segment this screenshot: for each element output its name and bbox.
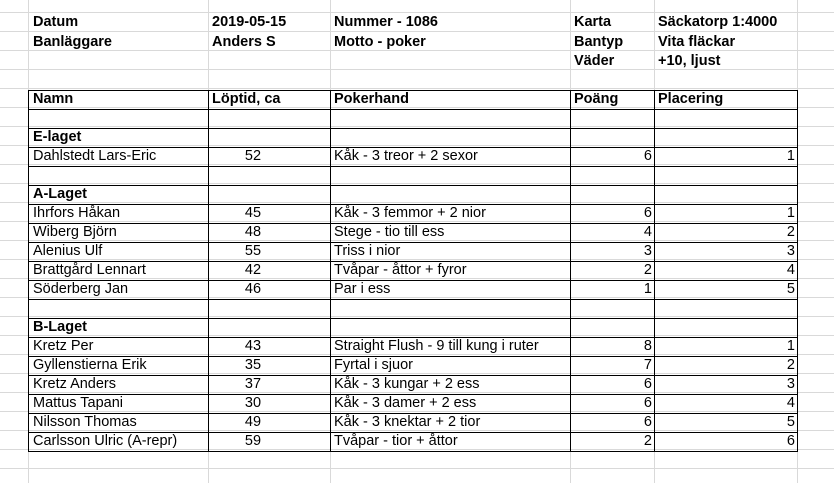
table-border — [570, 90, 571, 451]
vader-label[interactable]: Väder — [574, 53, 615, 69]
group-heading[interactable]: B-Laget — [33, 319, 87, 335]
name-cell[interactable]: Kretz Per — [33, 338, 94, 354]
gridline — [0, 202, 834, 203]
gridline — [0, 335, 834, 336]
placering-cell[interactable]: 5 — [786, 414, 795, 430]
table-border — [28, 394, 798, 395]
name-cell[interactable]: Nilsson Thomas — [33, 414, 137, 430]
table-border — [28, 223, 798, 224]
poang-cell[interactable]: 2 — [643, 262, 652, 278]
poang-cell[interactable]: 6 — [643, 395, 652, 411]
datum-label[interactable]: Datum — [33, 14, 79, 30]
column-header-placering[interactable]: Placering — [658, 91, 724, 107]
motto-cell[interactable]: Motto - poker — [334, 34, 426, 50]
table-border — [28, 318, 798, 319]
loptid-cell[interactable]: 55 — [244, 243, 262, 259]
pokerhand-cell[interactable]: Par i ess — [334, 281, 391, 297]
poang-cell[interactable]: 6 — [643, 148, 652, 164]
loptid-cell[interactable]: 48 — [244, 224, 262, 240]
pokerhand-cell[interactable]: Tvåpar - åttor + fyror — [334, 262, 467, 278]
loptid-cell[interactable]: 35 — [244, 357, 262, 373]
table-border — [28, 185, 798, 186]
poang-cell[interactable]: 6 — [643, 205, 652, 221]
pokerhand-cell[interactable]: Tvåpar - tior + åttor — [334, 433, 458, 449]
loptid-cell[interactable]: 49 — [244, 414, 262, 430]
vader-value[interactable]: +10, ljust — [658, 53, 721, 69]
table-border — [28, 413, 798, 414]
datum-value[interactable]: 2019-05-15 — [212, 14, 287, 30]
gridline — [0, 316, 834, 317]
poang-cell[interactable]: 6 — [643, 376, 652, 392]
table-border — [28, 375, 798, 376]
name-cell[interactable]: Dahlstedt Lars-Eric — [33, 148, 157, 164]
loptid-cell[interactable]: 59 — [244, 433, 262, 449]
group-heading[interactable]: A-Laget — [33, 186, 87, 202]
pokerhand-cell[interactable]: Stege - tio till ess — [334, 224, 445, 240]
loptid-cell[interactable]: 30 — [244, 395, 262, 411]
karta-label[interactable]: Karta — [574, 14, 612, 30]
table-border — [208, 90, 209, 451]
pokerhand-cell[interactable]: Kåk - 3 treor + 2 sexor — [334, 148, 478, 164]
placering-cell[interactable]: 3 — [786, 243, 795, 259]
poang-cell[interactable]: 1 — [643, 281, 652, 297]
table-border — [28, 147, 798, 148]
table-border — [330, 90, 331, 451]
loptid-cell[interactable]: 52 — [244, 148, 262, 164]
table-border — [28, 90, 29, 451]
placering-cell[interactable]: 6 — [786, 433, 795, 449]
table-border — [797, 90, 798, 451]
nummer-cell[interactable]: Nummer - 1086 — [334, 14, 438, 30]
loptid-cell[interactable]: 37 — [244, 376, 262, 392]
karta-value[interactable]: Säckatorp 1:4000 — [658, 14, 778, 30]
table-border — [28, 204, 798, 205]
gridline — [0, 126, 834, 127]
placering-cell[interactable]: 1 — [786, 205, 795, 221]
poang-cell[interactable]: 8 — [643, 338, 652, 354]
table-border — [654, 90, 655, 451]
gridline — [0, 88, 834, 89]
name-cell[interactable]: Gyllenstierna Erik — [33, 357, 147, 373]
name-cell[interactable]: Brattgård Lennart — [33, 262, 146, 278]
loptid-cell[interactable]: 42 — [244, 262, 262, 278]
name-cell[interactable]: Alenius Ulf — [33, 243, 103, 259]
bantyp-label[interactable]: Bantyp — [574, 34, 624, 50]
column-header-namn[interactable]: Namn — [33, 91, 74, 107]
table-border — [28, 432, 798, 433]
group-heading[interactable]: E-laget — [33, 129, 82, 145]
pokerhand-cell[interactable]: Kåk - 3 femmor + 2 nior — [334, 205, 486, 221]
table-border — [28, 451, 798, 452]
table-border — [28, 90, 798, 91]
gridline — [0, 468, 834, 469]
table-border — [28, 280, 798, 281]
column-header-loptid[interactable]: Löptid, ca — [212, 91, 281, 107]
table-border — [28, 242, 798, 243]
name-cell[interactable]: Wiberg Björn — [33, 224, 117, 240]
poang-cell[interactable]: 2 — [643, 433, 652, 449]
gridline — [0, 183, 834, 184]
column-header-poang[interactable]: Poäng — [574, 91, 619, 107]
placering-cell[interactable]: 5 — [786, 281, 795, 297]
poang-cell[interactable]: 7 — [643, 357, 652, 373]
pokerhand-cell[interactable]: Triss i nior — [334, 243, 401, 259]
table-border — [28, 128, 798, 129]
name-cell[interactable]: Carlsson Ulric (A-repr) — [33, 433, 178, 449]
loptid-cell[interactable]: 46 — [244, 281, 262, 297]
placering-cell[interactable]: 2 — [786, 357, 795, 373]
poang-cell[interactable]: 3 — [643, 243, 652, 259]
placering-cell[interactable]: 1 — [786, 148, 795, 164]
loptid-cell[interactable]: 43 — [244, 338, 262, 354]
placering-cell[interactable]: 1 — [786, 338, 795, 354]
gridline — [0, 145, 834, 146]
table-border — [28, 166, 798, 167]
column-header-pokerhand[interactable]: Pokerhand — [334, 91, 409, 107]
pokerhand-cell[interactable]: Straight Flush - 9 till kung i ruter — [334, 338, 539, 354]
pokerhand-cell[interactable]: Kåk - 3 knektar + 2 tior — [334, 414, 481, 430]
placering-cell[interactable]: 3 — [786, 376, 795, 392]
name-cell[interactable]: Kretz Anders — [33, 376, 117, 392]
poang-cell[interactable]: 4 — [643, 224, 652, 240]
banlaggare-label[interactable]: Banläggare — [33, 34, 112, 50]
pokerhand-cell[interactable]: Kåk - 3 damer + 2 ess — [334, 395, 477, 411]
name-cell[interactable]: Ihrfors Håkan — [33, 205, 121, 221]
table-border — [28, 109, 798, 110]
name-cell[interactable]: Söderberg Jan — [33, 281, 129, 297]
bantyp-value[interactable]: Vita fläckar — [658, 34, 736, 50]
pokerhand-cell[interactable]: Fyrtal i sjuor — [334, 357, 413, 373]
poang-cell[interactable]: 6 — [643, 414, 652, 430]
table-border — [28, 356, 798, 357]
name-cell[interactable]: Mattus Tapani — [33, 395, 124, 411]
placering-cell[interactable]: 2 — [786, 224, 795, 240]
banlaggare-value[interactable]: Anders S — [212, 34, 276, 50]
table-border — [28, 337, 798, 338]
table-border — [28, 261, 798, 262]
placering-cell[interactable]: 4 — [786, 395, 795, 411]
loptid-cell[interactable]: 45 — [244, 205, 262, 221]
placering-cell[interactable]: 4 — [786, 262, 795, 278]
table-border — [28, 299, 798, 300]
pokerhand-cell[interactable]: Kåk - 3 kungar + 2 ess — [334, 376, 480, 392]
